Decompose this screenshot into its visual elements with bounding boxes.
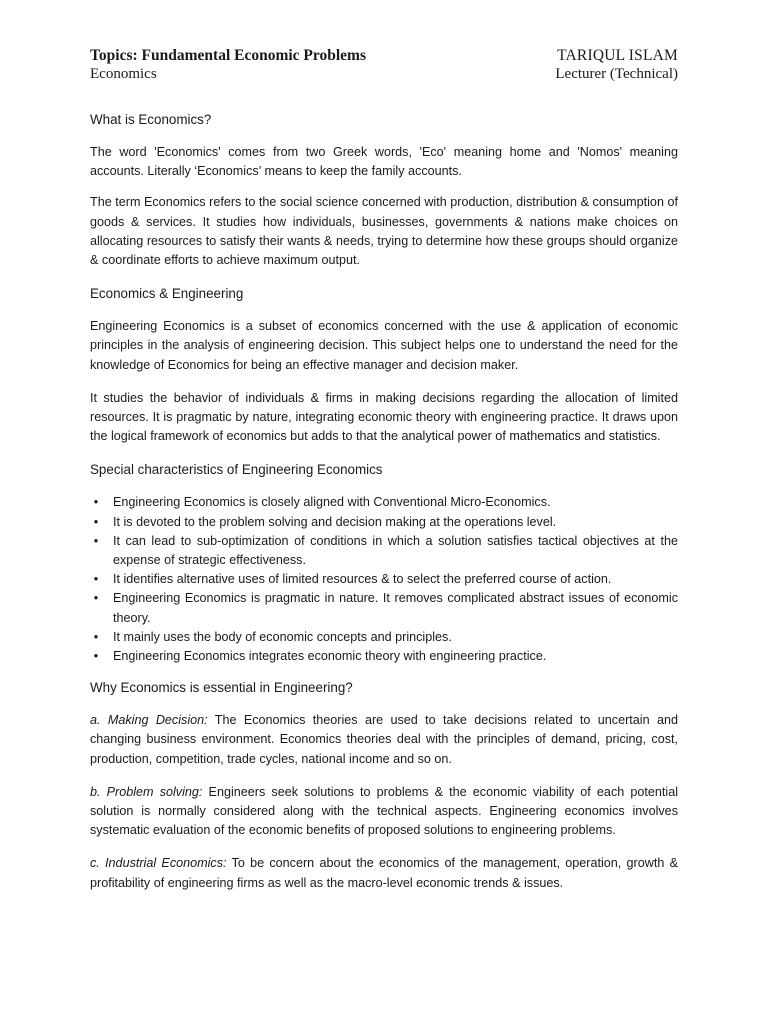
paragraph-etymology: The word 'Economics' comes from two Greek words, 'Eco' meaning home and 'Nomos' meaning accounts. Literally ‘Economics’ means to keep the family accounts.	[90, 145, 678, 179]
list-item	[90, 532, 678, 570]
section-heading-characteristics: Special characteristics of Engineering Economics	[90, 462, 383, 478]
list-item	[90, 589, 678, 627]
section-heading-why: Why Economics is essential in Engineering?	[90, 680, 353, 696]
list-item	[90, 493, 678, 512]
list-item-text: It is devoted to the problem solving and decision making at the operations level.	[113, 514, 557, 529]
bullet-icon: •	[93, 629, 99, 644]
bullet-icon: •	[93, 495, 99, 510]
list-item-text: Engineering Economics is closely aligned with Conventional Micro-Economics.	[113, 495, 551, 510]
list-item-text: It can lead to sub-optimization of conditions in which a solution satisfies tactical objectives at the expense of strategic effectiveness.	[113, 533, 678, 568]
page-header	[90, 46, 678, 84]
section-heading-engineering: Economics & Engineering	[90, 286, 244, 302]
paragraph-engineering-economics: Engineering Economics is a subset of economics concerned with the use & application of economic principles in the analysis of engineering decision. This subject helps one to understand the need for the knowledge of Economics for being an effective manager and decision maker.	[90, 319, 678, 372]
characteristics-list	[90, 493, 678, 666]
header-role: Lecturer (Technical)	[555, 66, 678, 82]
label-problem-solving: b. Problem solving:	[90, 784, 203, 799]
document-body	[90, 110, 678, 907]
list-item-text: It identifies alternative uses of limited resources & to select the preferred course of action.	[113, 572, 612, 587]
text-industrial-economics: To be concern about the economics of the management, operation, growth & profitability of engineering firms as well as the macro-level economic trends & issues.	[90, 856, 678, 890]
paragraph-making-decision	[90, 711, 678, 769]
paragraph-problem-solving	[90, 783, 678, 841]
bullet-icon: •	[93, 514, 99, 529]
bullet-icon: •	[93, 533, 99, 548]
list-item	[90, 513, 678, 532]
bullet-icon: •	[93, 572, 99, 587]
header-topic: Topics: Fundamental Economic Problems	[90, 47, 367, 64]
paragraph-behavior: It studies the behavior of individuals & firms in making decisions regarding the allocation of limited resources. It is pragmatic by nature, integrating economic theory with engineering practice. It draws upon the logical framework of economics but adds to that the analytical power of mathematics and statistics.	[90, 390, 678, 444]
list-item-text: Engineering Economics integrates economic theory with engineering practice.	[113, 649, 547, 664]
header-author: TARIQUL ISLAM	[557, 47, 678, 64]
text-making-decision: The Economics theories are used to take decisions related to uncertain and changing business environment. Economics theories deal with the principles of demand, pricing, cost, production, competition, trade cycles, national income and so on.	[90, 713, 678, 766]
list-item	[90, 570, 678, 589]
list-item-text: Engineering Economics is pragmatic in nature. It removes complicated abstract issues of economic theory.	[113, 591, 678, 625]
paragraph-industrial-economics	[90, 854, 678, 892]
bullet-icon: •	[93, 649, 99, 664]
bullet-icon: •	[93, 591, 99, 606]
section-heading-what: What is Economics?	[90, 112, 212, 127]
paragraph-definition: The term Economics refers to the social science concerned with production, distribution & consumption of goods & services. It studies how individuals, businesses, governments & nations make choices on allocating resources to satisfy their wants & needs, trying to determine how these groups should organize & coordinate efforts to achieve maximum output.	[90, 195, 678, 268]
text-problem-solving: Engineers seek solutions to problems & the economic viability of each potential solution is normally considered along with the technical aspects. Engineering economics involves systematic evaluation of the economic benefits of proposed solutions to engineering problems.	[90, 784, 678, 838]
list-item	[90, 628, 678, 647]
label-industrial-economics: c. Industrial Economics:	[90, 856, 227, 871]
list-item	[90, 647, 678, 666]
list-item-text: It mainly uses the body of economic concepts and principles.	[113, 629, 452, 644]
label-making-decision: a. Making Decision:	[90, 713, 208, 728]
header-subject: Economics	[90, 66, 157, 82]
